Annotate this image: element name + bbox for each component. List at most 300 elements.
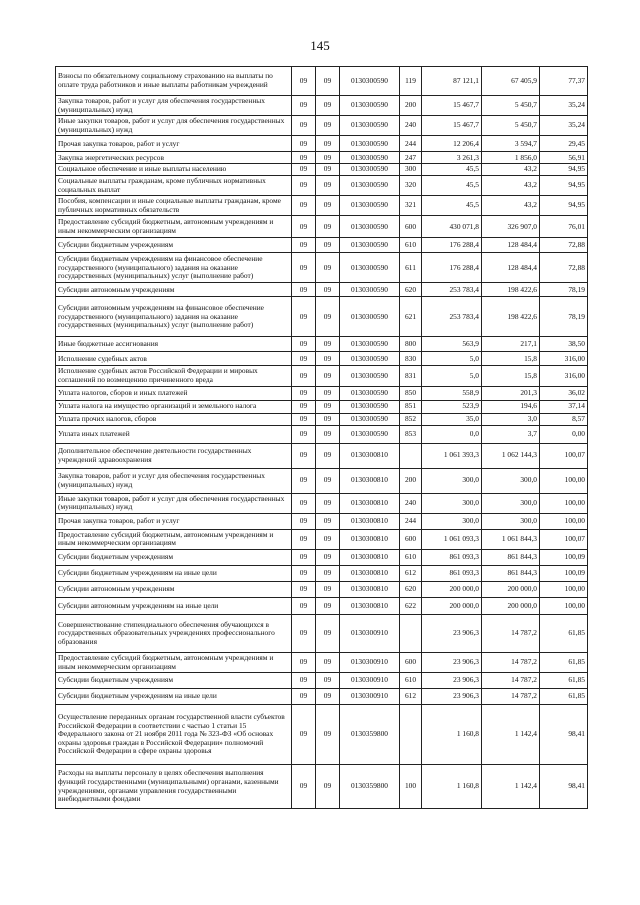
subsection-code: 09 [316,565,340,581]
executed-amount: 14 787,2 [482,689,540,705]
target-item-code: 0130300810 [340,529,400,549]
execution-percent: 0,00 [540,425,588,443]
execution-percent: 100,00 [540,581,588,597]
expense-type-code: 853 [400,425,422,443]
execution-percent: 37,14 [540,400,588,413]
execution-percent: 94,95 [540,175,588,195]
section-code: 09 [292,216,316,238]
section-code: 09 [292,689,316,705]
section-code: 09 [292,614,316,652]
expense-name: Прочая закупка товаров, работ и услуг [56,513,292,529]
expense-name: Уплата прочих налогов, сборов [56,413,292,425]
executed-amount: 1 142,4 [482,705,540,765]
expense-name: Закупка энергетических ресурсов [56,152,292,164]
expense-type-code: 600 [400,529,422,549]
expense-name: Социальное обеспечение и иные выплаты населению [56,164,292,176]
subsection-code: 09 [316,689,340,705]
expense-type-code: 850 [400,386,422,400]
executed-amount: 14 787,2 [482,652,540,672]
expense-type-code: 612 [400,689,422,705]
section-code: 09 [292,673,316,689]
subsection-code: 09 [316,400,340,413]
subsection-code: 09 [316,529,340,549]
table-row [56,337,588,352]
expense-name: Совершенствование стипендиального обеспечения обучающихся в государственных образовательных учреждениях профессионального образования [56,614,292,652]
section-code: 09 [292,337,316,352]
subsection-code: 09 [316,136,340,152]
expense-name: Уплата налогов, сборов и иных платежей [56,386,292,400]
expense-type-code: 247 [400,152,422,164]
subsection-code: 09 [316,164,340,176]
planned-amount: 45,5 [422,175,482,195]
execution-percent: 56,91 [540,152,588,164]
target-item-code: 0130300910 [340,614,400,652]
expense-type-code [400,443,422,468]
target-item-code: 0130300590 [340,400,400,413]
execution-percent: 61,85 [540,673,588,689]
planned-amount: 176 288,4 [422,253,482,283]
expense-type-code: 610 [400,238,422,253]
execution-percent: 38,50 [540,337,588,352]
expense-type-code: 321 [400,196,422,216]
table-row [56,67,588,96]
execution-percent: 94,95 [540,196,588,216]
target-item-code: 0130300590 [340,238,400,253]
execution-percent: 316,00 [540,352,588,366]
section-code: 09 [292,253,316,283]
executed-amount: 201,3 [482,386,540,400]
target-item-code: 0130300590 [340,116,400,136]
table-row [56,581,588,597]
execution-percent: 100,07 [540,443,588,468]
execution-percent: 78,19 [540,297,588,337]
table-row [56,386,588,400]
section-code: 09 [292,175,316,195]
planned-amount: 523,9 [422,400,482,413]
section-code: 09 [292,513,316,529]
expense-type-code [400,614,422,652]
planned-amount: 861 093,3 [422,565,482,581]
table-row [56,253,588,283]
planned-amount: 23 906,3 [422,689,482,705]
subsection-code: 09 [316,493,340,513]
expense-name: Расходы на выплаты персоналу в целях обеспечения выполнения функций государственными (муниципальными) органами, казенными учреждениями, органами управления государственными внебюджетными фондами [56,765,292,809]
execution-percent: 61,85 [540,652,588,672]
planned-amount: 253 783,4 [422,283,482,297]
target-item-code: 0130300810 [340,493,400,513]
budget-table [55,66,588,809]
section-code: 09 [292,297,316,337]
section-code: 09 [292,196,316,216]
table-row [56,468,588,493]
execution-percent: 100,09 [540,565,588,581]
executed-amount: 15,8 [482,366,540,386]
expense-type-code: 300 [400,164,422,176]
execution-percent: 61,85 [540,614,588,652]
expense-type-code: 600 [400,216,422,238]
section-code: 09 [292,96,316,116]
table-row [56,413,588,425]
subsection-code: 09 [316,352,340,366]
executed-amount: 5 450,7 [482,116,540,136]
expense-type-code: 320 [400,175,422,195]
target-item-code: 0130300590 [340,164,400,176]
subsection-code: 09 [316,238,340,253]
subsection-code: 09 [316,413,340,425]
executed-amount: 861 844,3 [482,565,540,581]
planned-amount: 15 467,7 [422,116,482,136]
expense-type-code: 200 [400,96,422,116]
execution-percent: 72,88 [540,253,588,283]
table-row [56,297,588,337]
execution-percent: 76,01 [540,216,588,238]
section-code: 09 [292,565,316,581]
executed-amount: 300,0 [482,468,540,493]
subsection-code: 09 [316,705,340,765]
table-row [56,529,588,549]
executed-amount: 3,7 [482,425,540,443]
execution-percent: 100,09 [540,549,588,565]
subsection-code: 09 [316,96,340,116]
executed-amount: 1 856,0 [482,152,540,164]
section-code: 09 [292,152,316,164]
table-row [56,652,588,672]
planned-amount: 1 061 393,3 [422,443,482,468]
planned-amount: 558,9 [422,386,482,400]
execution-percent: 8,57 [540,413,588,425]
target-item-code: 0130300810 [340,549,400,565]
section-code: 09 [292,443,316,468]
target-item-code: 0130300810 [340,581,400,597]
section-code: 09 [292,352,316,366]
table-row [56,443,588,468]
table-row [56,765,588,809]
table-row [56,116,588,136]
planned-amount: 0,0 [422,425,482,443]
expense-type-code: 240 [400,116,422,136]
section-code: 09 [292,164,316,176]
executed-amount: 194,6 [482,400,540,413]
execution-percent: 72,88 [540,238,588,253]
section-code: 09 [292,67,316,96]
executed-amount: 43,2 [482,175,540,195]
target-item-code: 0130359800 [340,765,400,809]
section-code: 09 [292,116,316,136]
planned-amount: 35,0 [422,413,482,425]
planned-amount: 45,5 [422,164,482,176]
target-item-code: 0130300590 [340,297,400,337]
execution-percent: 98,41 [540,765,588,809]
target-item-code: 0130300590 [340,175,400,195]
executed-amount: 67 405,9 [482,67,540,96]
expense-type-code: 852 [400,413,422,425]
execution-percent: 98,41 [540,705,588,765]
subsection-code: 09 [316,468,340,493]
table-row [56,705,588,765]
expense-type-code [400,705,422,765]
page-number: 145 [310,38,330,53]
planned-amount: 300,0 [422,468,482,493]
executed-amount: 200 000,0 [482,597,540,614]
execution-percent: 316,00 [540,366,588,386]
section-code: 09 [292,238,316,253]
planned-amount: 1 160,8 [422,705,482,765]
expense-name: Уплата иных платежей [56,425,292,443]
planned-amount: 300,0 [422,513,482,529]
target-item-code: 0130300910 [340,673,400,689]
execution-percent: 100,00 [540,493,588,513]
section-code: 09 [292,765,316,809]
table-row [56,493,588,513]
subsection-code: 09 [316,175,340,195]
expense-name: Исполнение судебных актов [56,352,292,366]
expense-type-code: 610 [400,549,422,565]
expense-type-code: 830 [400,352,422,366]
executed-amount: 3,0 [482,413,540,425]
planned-amount: 176 288,4 [422,238,482,253]
target-item-code: 0130300810 [340,565,400,581]
section-code: 09 [292,413,316,425]
expense-name: Социальные выплаты гражданам, кроме публичных нормативных социальных выплат [56,175,292,195]
target-item-code: 0130300590 [340,136,400,152]
executed-amount: 15,8 [482,352,540,366]
executed-amount: 200 000,0 [482,581,540,597]
planned-amount: 3 261,3 [422,152,482,164]
executed-amount: 128 484,4 [482,253,540,283]
table-row [56,283,588,297]
planned-amount: 300,0 [422,493,482,513]
expense-type-code: 612 [400,565,422,581]
planned-amount: 23 906,3 [422,673,482,689]
target-item-code: 0130300590 [340,196,400,216]
expense-name: Субсидии бюджетным учреждениям на финансовое обеспечение государственного (муниципального) задания на оказание государственных (муниципальных) услуг (выполнение работ) [56,253,292,283]
planned-amount: 1 160,8 [422,765,482,809]
expense-name: Субсидии автономным учреждениям на финансовое обеспечение государственного (муниципального) задания на оказание государственных (муниципальных) услуг (выполнение работ) [56,297,292,337]
expense-type-code: 244 [400,136,422,152]
executed-amount: 14 787,2 [482,673,540,689]
table-row [56,673,588,689]
expense-name: Прочая закупка товаров, работ и услуг [56,136,292,152]
target-item-code: 0130300590 [340,352,400,366]
subsection-code: 09 [316,549,340,565]
expense-type-code: 800 [400,337,422,352]
subsection-code: 09 [316,67,340,96]
expense-name: Субсидии бюджетным учреждениям на иные цели [56,565,292,581]
expense-type-code: 620 [400,283,422,297]
subsection-code: 09 [316,116,340,136]
executed-amount: 128 484,4 [482,238,540,253]
planned-amount: 45,5 [422,196,482,216]
subsection-code: 09 [316,765,340,809]
table-row [56,196,588,216]
section-code: 09 [292,705,316,765]
executed-amount: 1 061 844,3 [482,529,540,549]
expense-name: Осуществление переданных органам государственной власти субъектов Российской Федерации в соответствии с частью 1 статьи 15 Федерального закона от 21 ноября 2011 года № 323-ФЗ «Об основах охраны здоровья граждан в Российской Федерации» полномочий Российской Федерации в сфере охраны здоровья [56,705,292,765]
executed-amount: 198 422,6 [482,283,540,297]
target-item-code: 0130359800 [340,705,400,765]
expense-type-code: 119 [400,67,422,96]
expense-name: Дополнительное обеспечение деятельности государственных учреждений здравоохранения [56,443,292,468]
section-code: 09 [292,136,316,152]
target-item-code: 0130300590 [340,386,400,400]
subsection-code: 09 [316,673,340,689]
executed-amount: 5 450,7 [482,96,540,116]
expense-name: Иные бюджетные ассигнования [56,337,292,352]
expense-name: Закупка товаров, работ и услуг для обеспечения государственных (муниципальных) нужд [56,468,292,493]
subsection-code: 09 [316,443,340,468]
expense-name: Субсидии автономным учреждениям [56,283,292,297]
planned-amount: 1 061 093,3 [422,529,482,549]
execution-percent: 36,02 [540,386,588,400]
execution-percent: 100,00 [540,513,588,529]
expense-type-code: 244 [400,513,422,529]
target-item-code: 0130300590 [340,366,400,386]
expense-name: Уплата налога на имущество организаций и земельного налога [56,400,292,413]
expense-name: Исполнение судебных актов Российской Федерации и мировых соглашений по возмещению причиненного вреда [56,366,292,386]
execution-percent: 35,24 [540,96,588,116]
expense-type-code: 831 [400,366,422,386]
table-row [56,164,588,176]
table-row [56,366,588,386]
execution-percent: 100,00 [540,597,588,614]
executed-amount: 861 844,3 [482,549,540,565]
planned-amount: 23 906,3 [422,614,482,652]
subsection-code: 09 [316,386,340,400]
expense-name: Субсидии бюджетным учреждениям на иные цели [56,689,292,705]
subsection-code: 09 [316,614,340,652]
expense-type-code: 621 [400,297,422,337]
table-row [56,614,588,652]
executed-amount: 300,0 [482,513,540,529]
planned-amount: 12 206,4 [422,136,482,152]
executed-amount: 326 907,0 [482,216,540,238]
subsection-code: 09 [316,513,340,529]
target-item-code: 0130300590 [340,253,400,283]
section-code: 09 [292,652,316,672]
subsection-code: 09 [316,366,340,386]
expense-name: Субсидии автономным учреждениям на иные цели [56,597,292,614]
table-row [56,136,588,152]
table-row [56,549,588,565]
target-item-code: 0130300910 [340,652,400,672]
target-item-code: 0130300590 [340,413,400,425]
target-item-code: 0130300590 [340,96,400,116]
executed-amount: 1 062 144,3 [482,443,540,468]
target-item-code: 0130300590 [340,337,400,352]
table-row [56,238,588,253]
executed-amount: 3 594,7 [482,136,540,152]
subsection-code: 09 [316,337,340,352]
table-row [56,216,588,238]
expense-type-code: 620 [400,581,422,597]
executed-amount: 43,2 [482,196,540,216]
target-item-code: 0130300810 [340,597,400,614]
execution-percent: 35,24 [540,116,588,136]
planned-amount: 200 000,0 [422,581,482,597]
subsection-code: 09 [316,283,340,297]
section-code: 09 [292,400,316,413]
expense-type-code: 600 [400,652,422,672]
table-row [56,513,588,529]
execution-percent: 61,85 [540,689,588,705]
expense-type-code: 851 [400,400,422,413]
table-row [56,425,588,443]
target-item-code: 0130300590 [340,67,400,96]
executed-amount: 198 422,6 [482,297,540,337]
subsection-code: 09 [316,216,340,238]
section-code: 09 [292,425,316,443]
expense-name: Предоставление субсидий бюджетным, автономным учреждениям и иным некоммерческим организациям [56,216,292,238]
table-row [56,565,588,581]
target-item-code: 0130300590 [340,216,400,238]
section-code: 09 [292,468,316,493]
expense-name: Предоставление субсидий бюджетным, автономным учреждениям и иным некоммерческим организациям [56,529,292,549]
target-item-code: 0130300590 [340,283,400,297]
section-code: 09 [292,386,316,400]
expense-type-code: 622 [400,597,422,614]
execution-percent: 100,00 [540,468,588,493]
execution-percent: 100,07 [540,529,588,549]
execution-percent: 77,37 [540,67,588,96]
table-row [56,597,588,614]
planned-amount: 5,0 [422,352,482,366]
planned-amount: 23 906,3 [422,652,482,672]
planned-amount: 87 121,1 [422,67,482,96]
execution-percent: 78,19 [540,283,588,297]
subsection-code: 09 [316,425,340,443]
section-code: 09 [292,366,316,386]
executed-amount: 217,1 [482,337,540,352]
subsection-code: 09 [316,581,340,597]
expense-name: Субсидии автономным учреждениям [56,581,292,597]
executed-amount: 43,2 [482,164,540,176]
execution-percent: 29,45 [540,136,588,152]
section-code: 09 [292,597,316,614]
table-row [56,152,588,164]
expense-name: Субсидии бюджетным учреждениям [56,238,292,253]
expense-name: Иные закупки товаров, работ и услуг для обеспечения государственных (муниципальных) нужд [56,116,292,136]
subsection-code: 09 [316,253,340,283]
table-row [56,96,588,116]
planned-amount: 563,9 [422,337,482,352]
section-code: 09 [292,529,316,549]
section-code: 09 [292,283,316,297]
table-row [56,689,588,705]
table-row [56,352,588,366]
executed-amount: 14 787,2 [482,614,540,652]
subsection-code: 09 [316,152,340,164]
expense-type-code: 611 [400,253,422,283]
expense-type-code: 100 [400,765,422,809]
expense-name: Субсидии бюджетным учреждениям [56,673,292,689]
section-code: 09 [292,549,316,565]
planned-amount: 253 783,4 [422,297,482,337]
table-row [56,175,588,195]
expense-type-code: 610 [400,673,422,689]
subsection-code: 09 [316,597,340,614]
expense-type-code: 240 [400,493,422,513]
expense-name: Пособия, компенсации и иные социальные выплаты гражданам, кроме публичных нормативных обязательств [56,196,292,216]
executed-amount: 300,0 [482,493,540,513]
table-row [56,400,588,413]
subsection-code: 09 [316,652,340,672]
execution-percent: 94,95 [540,164,588,176]
planned-amount: 15 467,7 [422,96,482,116]
expense-type-code: 200 [400,468,422,493]
expense-name: Субсидии бюджетным учреждениям [56,549,292,565]
expense-name: Закупка товаров, работ и услуг для обеспечения государственных (муниципальных) нужд [56,96,292,116]
section-code: 09 [292,581,316,597]
